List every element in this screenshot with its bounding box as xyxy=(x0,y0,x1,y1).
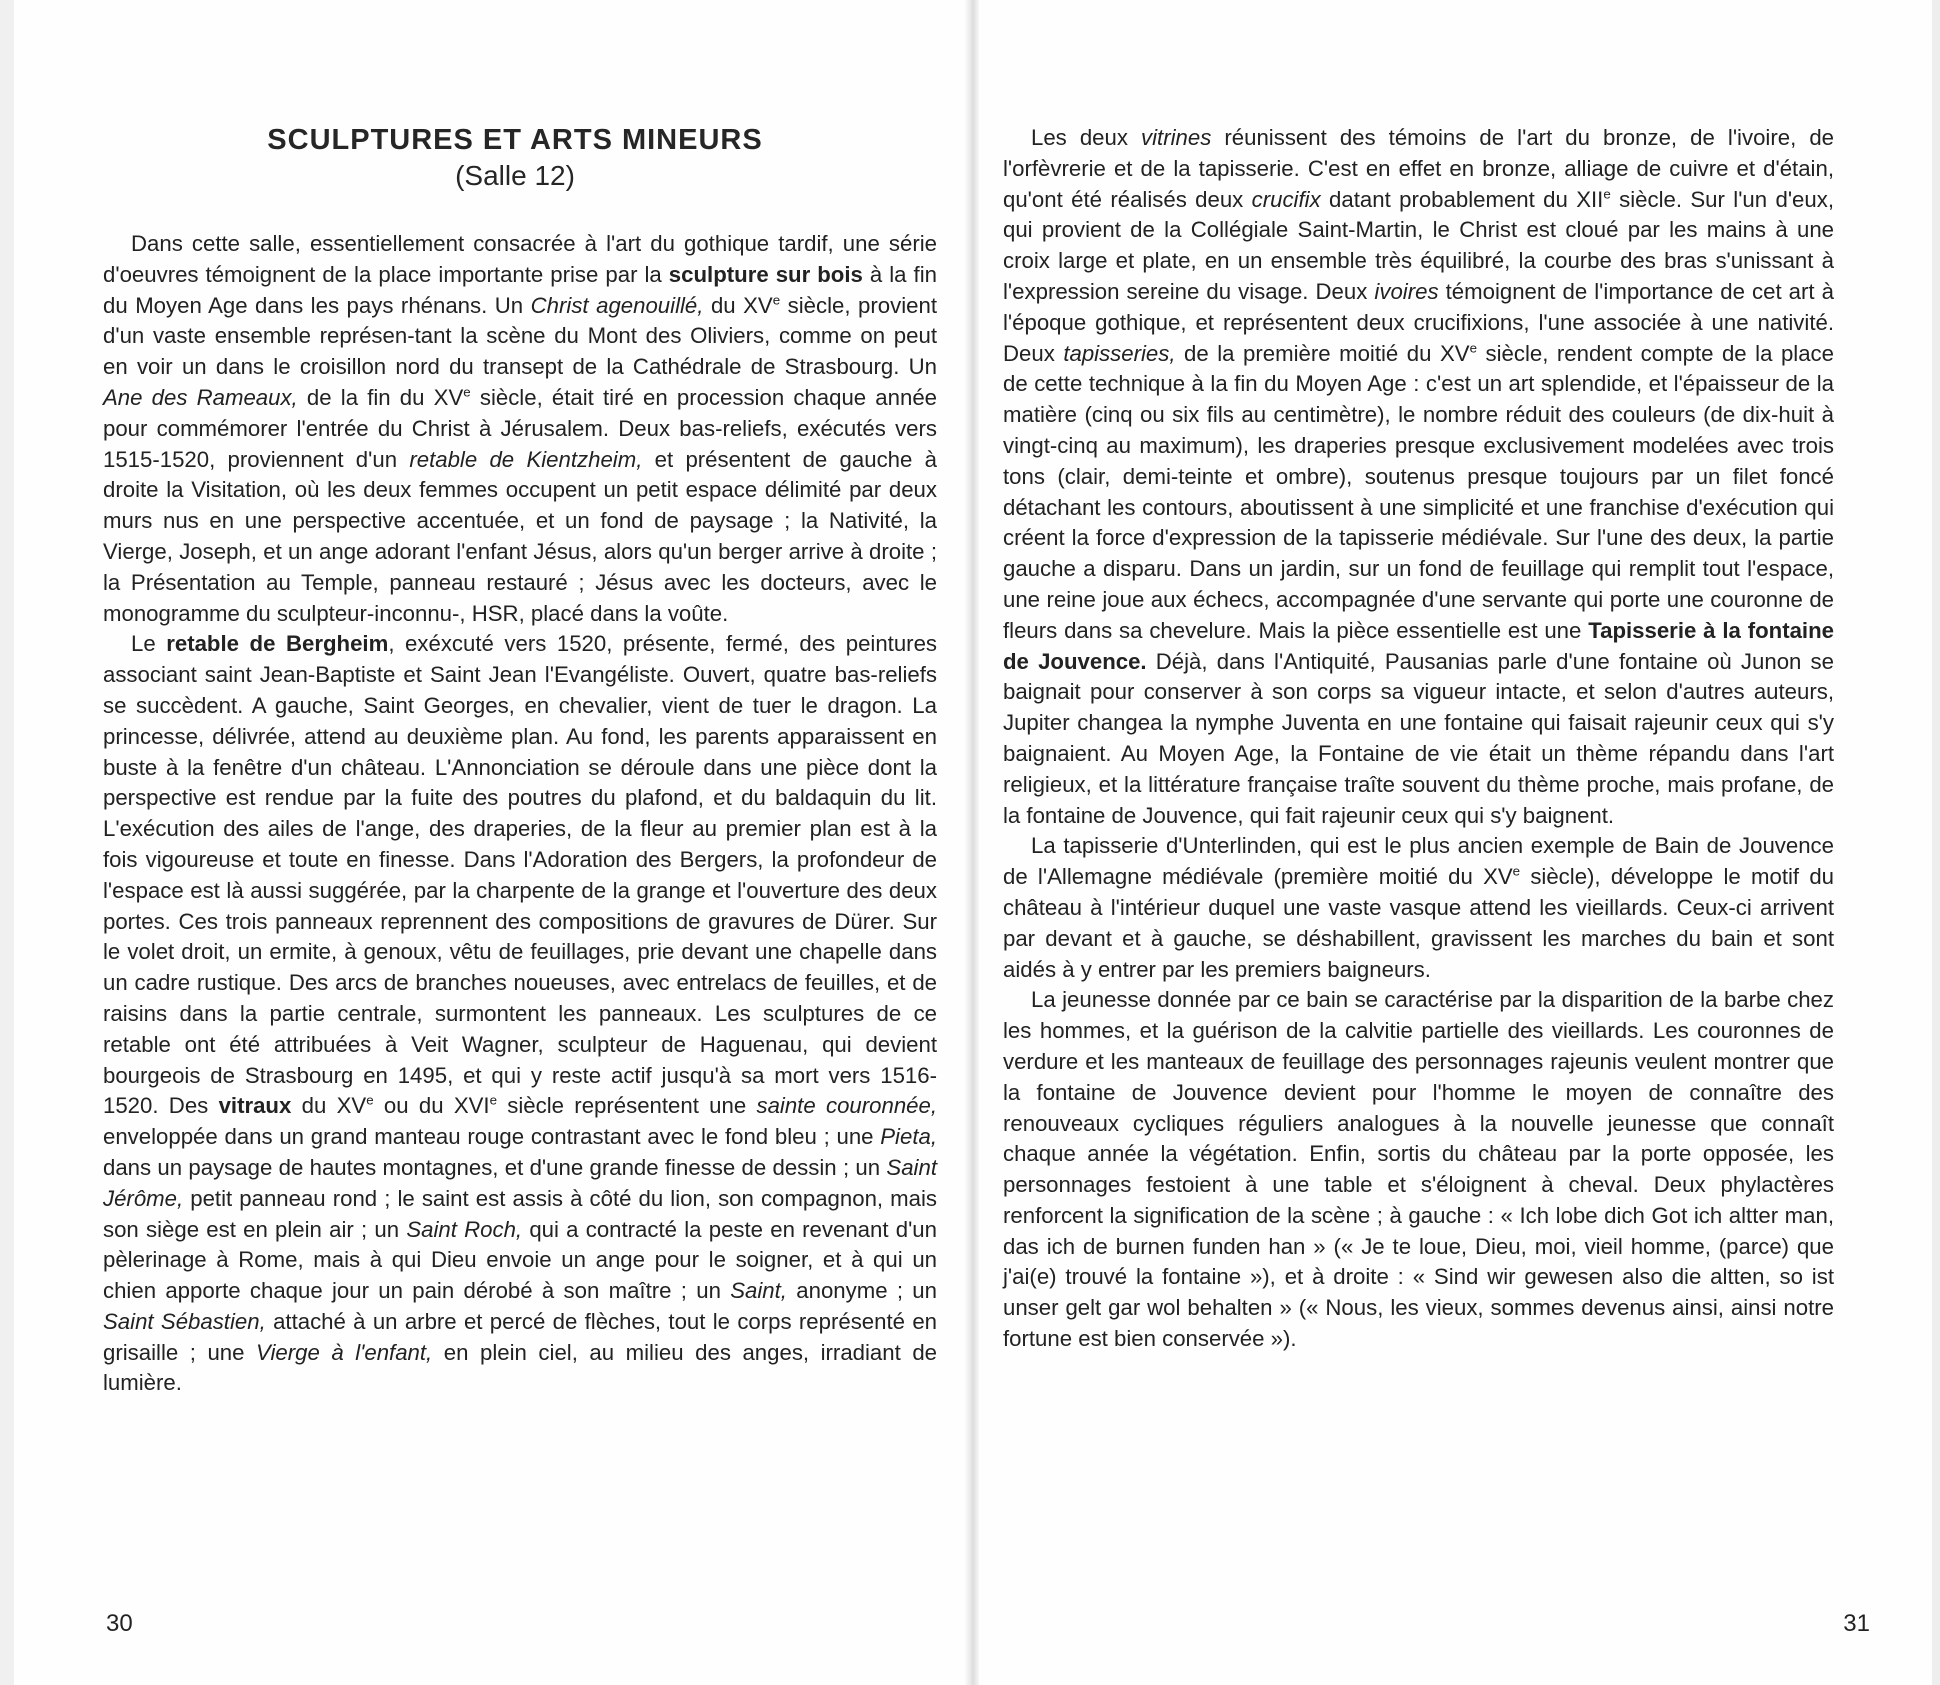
text-run: Le xyxy=(131,631,167,657)
page-title: SCULPTURES ET ARTS MINEURS xyxy=(267,124,763,156)
text-run: dans un paysage de hautes montagnes, et d'une grande finesse de dessin ; un xyxy=(103,1154,887,1180)
text-run: petit panneau rond ; le saint est assis à côté du lion, son compagnon, mais son siège est en plein air ; un xyxy=(103,1185,937,1242)
italic-text: crucifix xyxy=(1251,186,1321,212)
bold-text: Tapisserie à la fontaine de Jouvence. xyxy=(1003,617,1834,674)
text-run: siècle, rendent compte de la place de cette technique à la fin du Moyen Age : c'est un art splendide, et l'épaisseur de la matière (cinq ou six fils au centimètre), le nombre réduit des couleurs (de dix-huit à vingt-cinq au maximum), les draperies presque exclusivement modelées avec trois tons (clair, demi-teinte et ombre), soutenus presque toujours par un filet foncé détachant les contours, aboutissent à une simplicité et une franchise d'exécution qui créent la force d'expression de la tapisserie médiévale. Sur l'une des deux, la partie gauche a disparu. Dans un jardin, sur un fond de feuillage qui remplit tout l'espace, une reine joue aux échecs, accompagnée d'une servante qui porte une couronne de fleurs dans sa chevelure. Mais la pièce essentielle est une xyxy=(1003,340,1834,643)
book-gutter xyxy=(965,0,979,1685)
superscript: e xyxy=(489,1092,497,1108)
text-run: à la fin du Moyen Age dans les pays rhénans. Un xyxy=(103,261,937,318)
italic-text: Saint Roch, xyxy=(406,1216,523,1242)
superscript: e xyxy=(1512,863,1521,879)
right-body-text xyxy=(1003,123,1834,1355)
left-page xyxy=(0,0,965,1685)
superscript: e xyxy=(463,384,471,400)
paragraph xyxy=(1003,985,1834,1355)
italic-text: Saint Jérôme, xyxy=(103,1154,937,1211)
bold-text: vitraux xyxy=(218,1093,292,1119)
paragraph xyxy=(103,229,937,629)
text-run: anonyme ; un xyxy=(786,1278,937,1304)
bold-text: sculpture sur bois xyxy=(668,261,863,287)
text-run: Dans cette salle, essentiellement consacrée à l'art du gothique tardif, une série d'oeuvres témoignent de la place importante prise par la xyxy=(103,231,937,287)
page-edge-right xyxy=(1932,0,1940,1685)
italic-text: Christ agenouillé, xyxy=(530,292,704,318)
italic-text: Saint, xyxy=(730,1278,787,1304)
italic-text: vitrines xyxy=(1141,125,1212,150)
text-run: , exéxcuté vers 1520, présente, fermé, des peintures associant saint Jean-Baptiste et Saint Jean l'Evangéliste. Ouvert, quatre bas-reliefs se succèdent. A gauche, Saint Georges, en chevalier, vient de tuer le dragon. La princesse, délivrée, attend au deuxième plan. Au fond, les parents apparaissent en buste à la fenêtre d'un château. L'Annonciation se déroule dans une pièce dont la perspective est rendue par la fuite des poutres du plafond, et du baldaquin du lit. L'exécution des ailes de l'ange, des draperies, de la fleur au premier plan est à la fois vigoureuse et toute en finesse. Dans l'Adoration des Bergers, la profondeur de l'espace est là aussi suggérée, par la charpente de la grange et l'ouverture des deux portes. Ces trois panneaux reprennent des compositions de gravures de Dürer. Sur le volet droit, un ermite, à genoux, vêtu de feuillages, prie devant une chapelle dans un cadre rustique. Des arcs de branches noueuses, avec entrelacs de feuilles, et de raisins dans la partie centrale, surmontent les panneaux. Les sculptures de ce retable ont été attribuées à Veit Wagner, sculpteur de Haguenau, qui devient bourgeois de Strasbourg en 1495, et qui y reste actif jusqu'à sa mort vers 1516-1520. Des xyxy=(103,631,938,1119)
text-run: en plein ciel, au milieu des anges, irradiant de lumière. xyxy=(103,1339,937,1396)
bold-text: retable de Bergheim xyxy=(166,631,389,657)
italic-text: Saint Sébastien, xyxy=(103,1308,266,1334)
text-run: de la fin du XV xyxy=(297,384,464,410)
text-run: Déjà, dans l'Antiquité, Pausanias parle d'une fontaine où Junon se baignait pour conserver à son corps sa vigueur intacte, et selon d'autres auteurs, Jupiter changea la nymphe Juventa en une fontaine qui faisait rajeunir ceux qui s'y baignaient. Au Moyen Age, la Fontaine de vie était un thème répandu dans l'art religieux, et la littérature française traîte souvent du thème proche, mais profane, de la fontaine de Jouvence, qui fait rajeunir ceux qui s'y baignent. xyxy=(1003,648,1834,828)
text-run: Les deux xyxy=(1031,125,1142,150)
paragraph xyxy=(1003,123,1834,831)
left-body-text xyxy=(103,229,937,1399)
italic-text: Pieta, xyxy=(880,1124,937,1150)
italic-text: sainte couronnée, xyxy=(756,1093,938,1119)
text-run: siècle. Sur l'un d'eux, qui provient de la Collégiale Saint-Martin, le Christ est cloué par les mains à une croix large et plate, en un ensemble très équilibré, la courbe des bras s'unissant à l'expression sereine du visage. Deux xyxy=(1003,186,1834,304)
paragraph xyxy=(103,629,937,1399)
text-run: siècle), développe le motif du château à l'intérieur duquel une vaste vasque attend les vieillards. Ceux-ci arrivent par devant et à gauche, se déshabillent, gravissent les marches du bain et sont aidés à y entrer par les premiers baigneurs. xyxy=(1003,864,1834,982)
text-run: du XV xyxy=(703,292,773,318)
text-run: datant probablement du XII xyxy=(1320,186,1604,212)
superscript: e xyxy=(1469,340,1477,356)
text-run: du XV xyxy=(291,1093,367,1119)
text-run: et présentent de gauche à droite la Visitation, où les deux femmes occupent un petit espace délimité par deux murs nus en une perspective accentuée, et un fond de paysage ; la Nativité, la Vierge, Joseph, et un ange adorant l'enfant Jésus, alors qu'un berger arrive à droite ; la Présentation au Temple, panneau restauré ; Jésus avec les docteurs, avec le monogramme du sculpteur-inconnu-, HSR, placé dans la voûte. xyxy=(103,446,937,626)
page-edge-left xyxy=(0,0,14,1685)
text-run: siècle, provient d'un vaste ensemble représen-tant la scène du Mont des Oliviers, comme on peut en voir un dans le croisillon nord du transept de la Cathédrale de Strasbourg. Un xyxy=(103,292,937,380)
paragraph xyxy=(1003,831,1834,985)
text-run: témoignent de l'importance de cet art à l'époque gothique, et représentent deux crucifixions, l'une associée à une nativité. Deux xyxy=(1003,278,1834,366)
text-run: qui a contracté la peste en revenant d'un pèlerinage à Rome, mais à qui Dieu envoie un ange pour le soigner, et à qui un chien apporte chaque jour un pain dérobé à son maître ; un xyxy=(103,1216,937,1304)
text-run: ou du XVI xyxy=(373,1093,490,1119)
page-number-left: 30 xyxy=(106,1610,133,1637)
text-run: attaché à un arbre et percé de flèches, tout le corps représenté en grisaille ; une xyxy=(103,1308,937,1365)
superscript: e xyxy=(772,292,781,308)
superscript: e xyxy=(1603,186,1611,202)
text-run: siècle représentent une xyxy=(497,1093,757,1119)
italic-text: Vierge à l'enfant, xyxy=(256,1339,433,1365)
text-run: La tapisserie d'Unterlinden, qui est le plus ancien exemple de Bain de Jouvence de l'Allemagne médiévale (première moitié du XV xyxy=(1003,833,1834,890)
superscript: e xyxy=(366,1092,374,1108)
text-run: réunissent des témoins de l'art du bronze, de l'ivoire, de l'orfèvrerie et de la tapisserie. C'est en effet en bronze, alliage de cuivre et d'étain, qu'ont été réalisés deux xyxy=(1003,125,1834,212)
italic-text: tapisseries, xyxy=(1063,340,1176,366)
page-subtitle: (Salle 12) xyxy=(455,160,575,191)
page-number-right: 31 xyxy=(1843,1610,1870,1637)
italic-text: retable de Kientzheim, xyxy=(409,446,643,472)
italic-text: ivoires xyxy=(1374,278,1439,304)
right-page xyxy=(979,0,1940,1685)
text-run: de la première moitié du XV xyxy=(1175,340,1470,366)
text-run: enveloppée dans un grand manteau rouge contrastant avec le fond bleu ; une xyxy=(103,1124,881,1150)
italic-text: Ane des Rameaux, xyxy=(103,384,298,410)
text-run: La jeunesse donnée par ce bain se caractérise par la disparition de la barbe chez les hommes, et la guérison de la calvitie partielle des vieillards. Les couronnes de verdure et les manteaux de feuillage des personnages rajeunis veulent montrer que la fontaine de Jouvence devient pour l'homme le moyen de connaître des renouveaux cycliques réguliers analogues à la nouvelle jeunesse que connaît chaque année la végétation. Enfin, sortis du château par la porte opposée, les personnages festoient à une table et s'éloignent à cheval. Deux phylactères renforcent la signification de la scène ; à gauche : « Ich lobe dich Got ich altter man, das ich de burnen funden han » (« Je te loue, Dieu, moi, vieil homme, (parce) que j'ai(e) trouvé la fontaine »), et à droite : « Sind wir gewesen also die altten, so ist unser gelt gar wol behalten » (« Nous, les vieux, sommes devenus ainsi, ainsi notre fortune est bien conservée »). xyxy=(1003,987,1834,1352)
text-run: siècle, était tiré en procession chaque année pour commémorer l'entrée du Christ à Jérusalem. Deux bas-reliefs, exécutés vers 1515-1520, proviennent d'un xyxy=(103,384,938,472)
